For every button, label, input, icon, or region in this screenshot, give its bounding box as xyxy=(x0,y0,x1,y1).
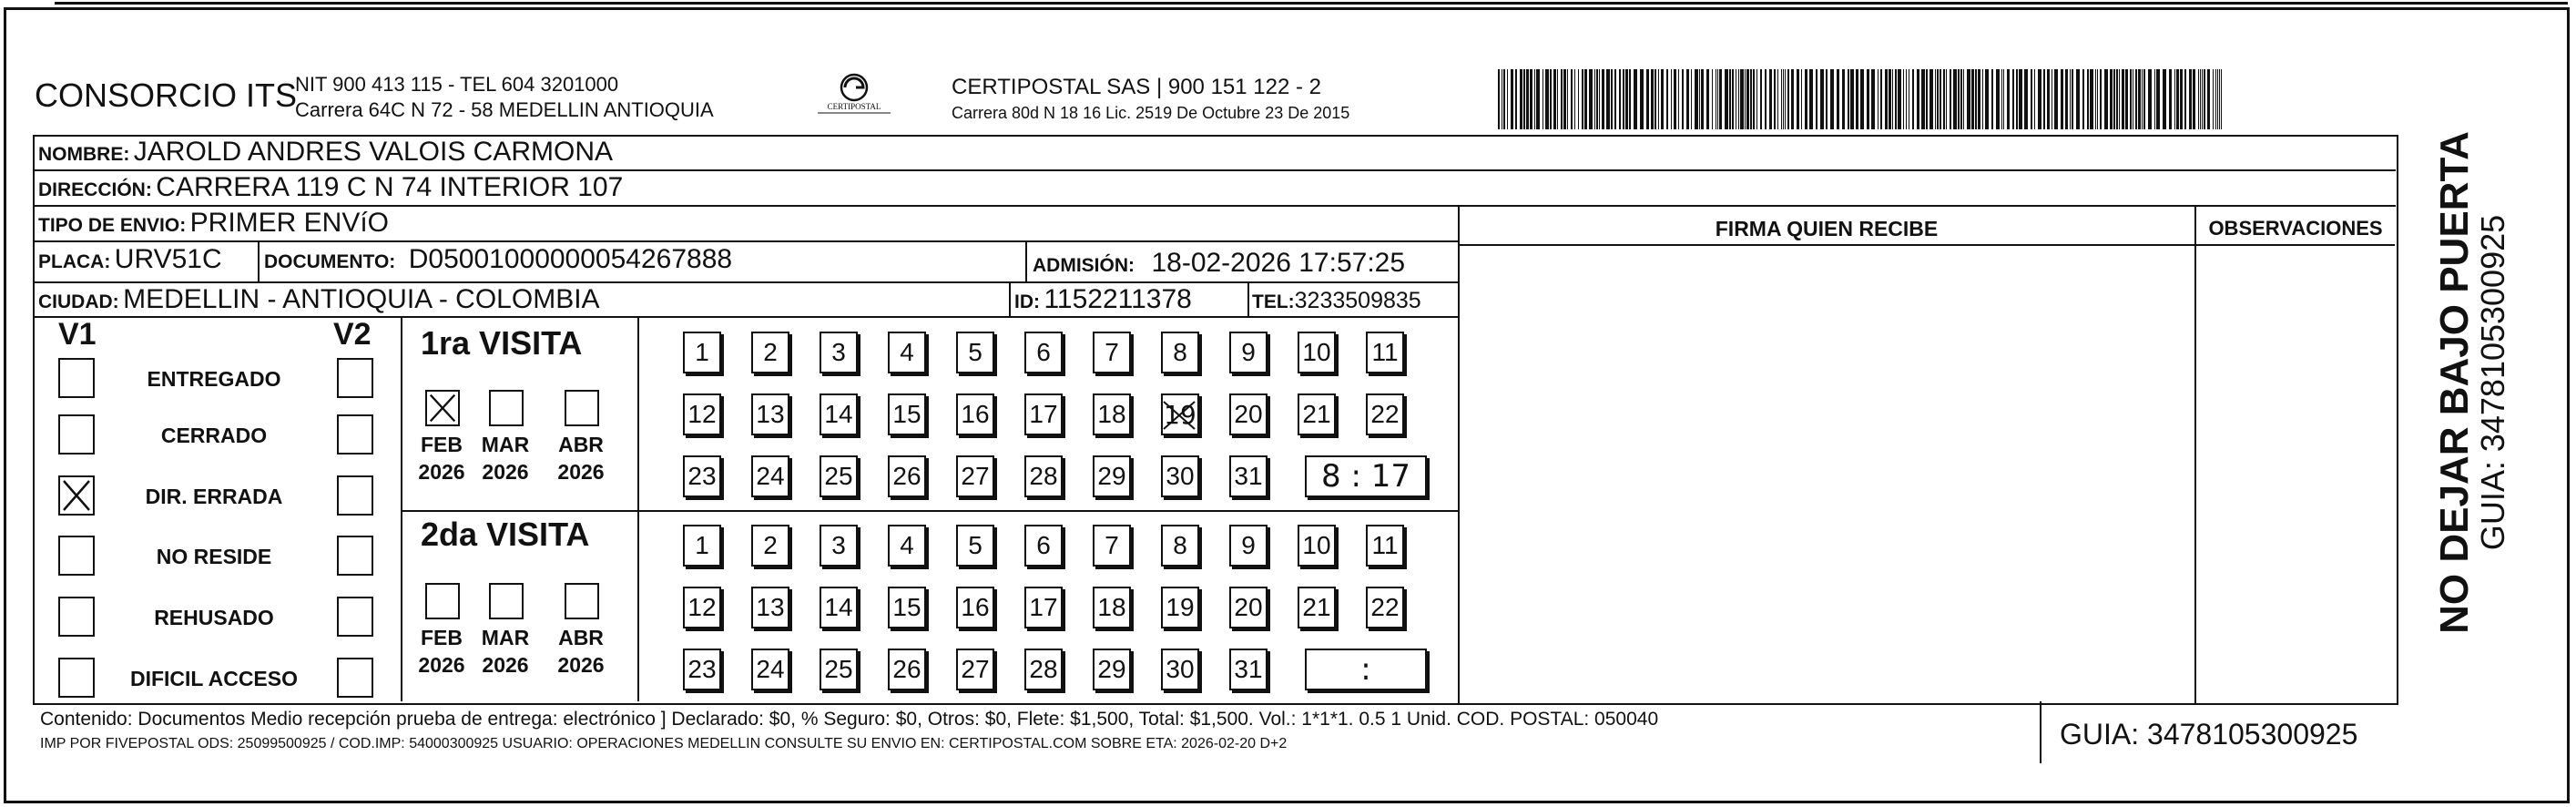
nombre-field xyxy=(38,137,613,168)
v1-checkbox xyxy=(58,358,95,398)
visit2-year-label: 2026 xyxy=(557,653,605,677)
visit2-day-box: 2 xyxy=(751,525,789,567)
visit2-day-box: 15 xyxy=(888,587,926,628)
documento-field xyxy=(264,244,732,275)
tel-label: TEL: xyxy=(1252,291,1295,312)
visit2-title: 2da VISITA xyxy=(421,516,590,553)
v1-checkbox xyxy=(58,414,95,455)
barcode xyxy=(1498,69,2225,129)
v1-header: V1 xyxy=(58,317,97,352)
row-divider xyxy=(34,205,2396,207)
admision-label: ADMISIÓN: xyxy=(1033,255,1135,276)
company-info-line2: Carrera 64C N 72 - 58 MEDELLIN ANTIOQUIA xyxy=(295,98,714,121)
visit2-day-box: 10 xyxy=(1298,525,1336,567)
row-divider xyxy=(34,316,1460,318)
v1-checkbox xyxy=(58,597,95,637)
visit2-year-label: 2026 xyxy=(418,653,465,677)
status-label: NO RESIDE xyxy=(156,545,272,568)
nombre-value: JAROLD ANDRES VALOIS CARMONA xyxy=(133,137,614,167)
ciudad-label: CIUDAD: xyxy=(38,291,119,312)
visit1-year-label: 2026 xyxy=(482,460,529,484)
col-divider xyxy=(401,317,402,701)
visit2-day-box: 24 xyxy=(751,649,789,690)
footer-line1: Contenido: Documentos Medio recepción prueba de entrega: electrónico ] Declarado: $0, % Seguro: $0, Otros: $0, Flete: $1,500, Total: $1,500. Vol.: 1*1*1. 0.5 1 Unid. COD. POSTAL: 050040 xyxy=(40,709,1659,730)
visit2-day-box: 28 xyxy=(1024,649,1063,690)
footer-line2: IMP POR FIVEPOSTAL ODS: 25099500925 / COD.IMP: 54000300925 USUARIO: OPERACIONES MEDELLIN CONSULTE SU ENVIO EN: CERTIPOSTAL.COM SOBRE ETA: 2026-02-20 D+2 xyxy=(40,736,1288,751)
visit1-day-box: 12 xyxy=(683,393,721,435)
placa-field xyxy=(38,244,222,275)
visit1-day-box: 8 xyxy=(1161,332,1199,373)
carrier-info-line2: Carrera 80d N 18 16 Lic. 2519 De Octubre 23 De 2015 xyxy=(952,104,1350,122)
visit2-day-box: 31 xyxy=(1229,649,1268,690)
v1-checkbox xyxy=(58,536,95,576)
visit2-day-box: 4 xyxy=(888,525,926,567)
visit1-month-label: MAR xyxy=(481,433,530,456)
row-divider xyxy=(34,169,2396,171)
visit1-day-box: 6 xyxy=(1024,332,1063,373)
visit1-year-label: 2026 xyxy=(557,460,605,484)
status-label: DIFICIL ACCESO xyxy=(129,667,298,690)
visit1-day-box: 11 xyxy=(1366,332,1404,373)
side-warning: NO DEJAR BAJO PUERTA xyxy=(2432,131,2477,634)
visit1-day-box: 17 xyxy=(1024,393,1063,435)
visit1-month-label: FEB xyxy=(421,433,463,456)
visit2-day-box: 11 xyxy=(1366,525,1404,567)
visit1-day-box: 3 xyxy=(820,332,858,373)
visit2-day-box: 27 xyxy=(956,649,994,690)
visit2-month-label: FEB xyxy=(421,626,463,649)
visit2-day-box: 14 xyxy=(820,587,858,628)
visit2-month-label: MAR xyxy=(481,626,530,649)
visit2-day-box: 23 xyxy=(683,649,721,690)
ciudad-field xyxy=(38,284,600,315)
visit2-day-box: 21 xyxy=(1298,587,1336,628)
documento-label: DOCUMENTO: xyxy=(264,251,396,272)
visit1-day-box: 5 xyxy=(956,332,994,373)
side-guia: GUIA: 3478105300925 xyxy=(2474,214,2511,551)
visit2-time-box: : xyxy=(1305,649,1427,690)
tipo-envio-label: TIPO DE ENVIO: xyxy=(38,215,187,236)
visit2-day-box: 22 xyxy=(1366,587,1404,628)
tipo-envio-field xyxy=(38,208,389,239)
visit1-day-box: 14 xyxy=(820,393,858,435)
admision-value: 18-02-2026 17:57:25 xyxy=(1151,248,1406,278)
visit1-day-box: 16 xyxy=(956,393,994,435)
v2-checkbox xyxy=(337,358,373,398)
direccion-field xyxy=(38,172,623,203)
visit2-year-label: 2026 xyxy=(482,653,529,677)
row-divider xyxy=(34,281,1460,283)
visit2-day-box: 6 xyxy=(1024,525,1063,567)
visit2-day-box: 1 xyxy=(683,525,721,567)
visit1-day-box: 21 xyxy=(1298,393,1336,435)
visit1-month-checkbox xyxy=(425,390,460,426)
certipostal-logo xyxy=(809,71,900,122)
company-name: CONSORCIO ITS xyxy=(35,77,298,114)
row-divider xyxy=(1458,244,2395,246)
status-label: DIR. ERRADA xyxy=(145,485,283,508)
tipo-envio-value: PRIMER ENVíO xyxy=(189,208,390,238)
logo-wordmark: CERTIPOSTAL xyxy=(827,102,881,111)
status-label: CERRADO xyxy=(160,424,268,447)
visit1-day-box: 10 xyxy=(1298,332,1336,373)
visit1-day-box: 27 xyxy=(956,455,994,497)
visit2-day-box: 25 xyxy=(820,649,858,690)
id-label: ID: xyxy=(1014,291,1040,312)
visit1-day-box: 15 xyxy=(888,393,926,435)
tel-value: 3233509835 xyxy=(1294,288,1421,313)
visit2-day-box: 9 xyxy=(1229,525,1268,567)
visit2-month-checkbox xyxy=(425,583,460,619)
visit1-day-box: 13 xyxy=(751,393,789,435)
visit1-time-box: 8 : 17 xyxy=(1305,455,1427,497)
col-divider xyxy=(637,317,639,701)
firma-header: FIRMA QUIEN RECIBE xyxy=(1715,217,1939,240)
visit2-day-box: 13 xyxy=(751,587,789,628)
status-label: REHUSADO xyxy=(154,606,274,629)
col-divider xyxy=(2040,701,2041,763)
direccion-label: DIRECCIÓN: xyxy=(38,179,152,200)
tel-field xyxy=(1252,288,1421,314)
company-info-line1: NIT 900 413 115 - TEL 604 3201000 xyxy=(295,73,619,96)
visit2-day-box: 19 xyxy=(1161,587,1199,628)
col-divider xyxy=(2194,206,2196,703)
visit1-day-box: 2 xyxy=(751,332,789,373)
visit1-day-box: 28 xyxy=(1024,455,1063,497)
row-divider xyxy=(402,510,1458,512)
v2-header: V2 xyxy=(333,317,372,352)
ciudad-value: MEDELLIN - ANTIOQUIA - COLOMBIA xyxy=(123,284,600,314)
visit1-day-box: 7 xyxy=(1093,332,1131,373)
visit1-day-box: 29 xyxy=(1093,455,1131,497)
visit1-day-box: 9 xyxy=(1229,332,1268,373)
row-divider xyxy=(34,240,1460,242)
visit1-month-checkbox xyxy=(565,390,599,426)
visit1-day-box: 18 xyxy=(1093,393,1131,435)
visit2-day-box: 7 xyxy=(1093,525,1131,567)
v1-checkbox xyxy=(58,658,95,698)
footer-guia: GUIA: 3478105300925 xyxy=(2060,718,2358,751)
documento-value: D05001000000054267888 xyxy=(408,244,733,274)
visit1-year-label: 2026 xyxy=(418,460,465,484)
visit2-month-checkbox xyxy=(489,583,524,619)
visit2-day-box: 20 xyxy=(1229,587,1268,628)
visit2-day-box: 3 xyxy=(820,525,858,567)
nombre-label: NOMBRE: xyxy=(38,144,130,165)
visit2-day-box: 26 xyxy=(888,649,926,690)
visit2-month-checkbox xyxy=(565,583,599,619)
direccion-value: CARRERA 119 C N 74 INTERIOR 107 xyxy=(156,172,624,202)
visit2-day-box: 5 xyxy=(956,525,994,567)
v2-checkbox xyxy=(337,597,373,637)
visit1-month-checkbox xyxy=(489,390,524,426)
col-divider xyxy=(1009,282,1011,317)
visit1-day-box: 19 xyxy=(1161,393,1199,435)
visit1-day-box: 26 xyxy=(888,455,926,497)
observaciones-header: OBSERVACIONES xyxy=(2208,217,2383,240)
top-scan-line xyxy=(55,2,2568,5)
placa-label: PLACA: xyxy=(38,251,111,272)
visit2-day-box: 12 xyxy=(683,587,721,628)
visit2-month-label: ABR xyxy=(558,626,604,649)
carrier-info-line1: CERTIPOSTAL SAS | 900 151 122 - 2 xyxy=(952,75,1321,99)
status-label: ENTREGADO xyxy=(147,367,281,391)
visit1-day-box: 1 xyxy=(683,332,721,373)
visit2-day-box: 30 xyxy=(1161,649,1199,690)
id-value: 1152211378 xyxy=(1044,284,1192,314)
v1-checkbox xyxy=(58,475,95,516)
admision-field xyxy=(1033,248,1405,279)
id-field xyxy=(1014,284,1192,315)
v2-checkbox xyxy=(337,536,373,576)
visit1-day-box: 4 xyxy=(888,332,926,373)
col-divider xyxy=(1247,282,1249,317)
visit2-day-box: 8 xyxy=(1161,525,1199,567)
visit1-day-box: 24 xyxy=(751,455,789,497)
visit1-day-box: 23 xyxy=(683,455,721,497)
visit1-month-label: ABR xyxy=(558,433,604,456)
visit1-day-box: 30 xyxy=(1161,455,1199,497)
visit2-day-box: 18 xyxy=(1093,587,1131,628)
col-divider xyxy=(258,241,260,281)
visit1-day-box: 31 xyxy=(1229,455,1268,497)
visit2-day-box: 29 xyxy=(1093,649,1131,690)
col-divider xyxy=(1025,241,1027,281)
visit1-title: 1ra VISITA xyxy=(421,324,583,362)
visit1-day-box: 20 xyxy=(1229,393,1268,435)
visit1-day-box: 22 xyxy=(1366,393,1404,435)
visit2-day-box: 17 xyxy=(1024,587,1063,628)
v2-checkbox xyxy=(337,414,373,455)
placa-value: URV51C xyxy=(114,244,222,274)
visit2-day-box: 16 xyxy=(956,587,994,628)
v2-checkbox xyxy=(337,475,373,516)
col-divider xyxy=(1458,206,1460,703)
visit1-day-box: 25 xyxy=(820,455,858,497)
v2-checkbox xyxy=(337,658,373,698)
